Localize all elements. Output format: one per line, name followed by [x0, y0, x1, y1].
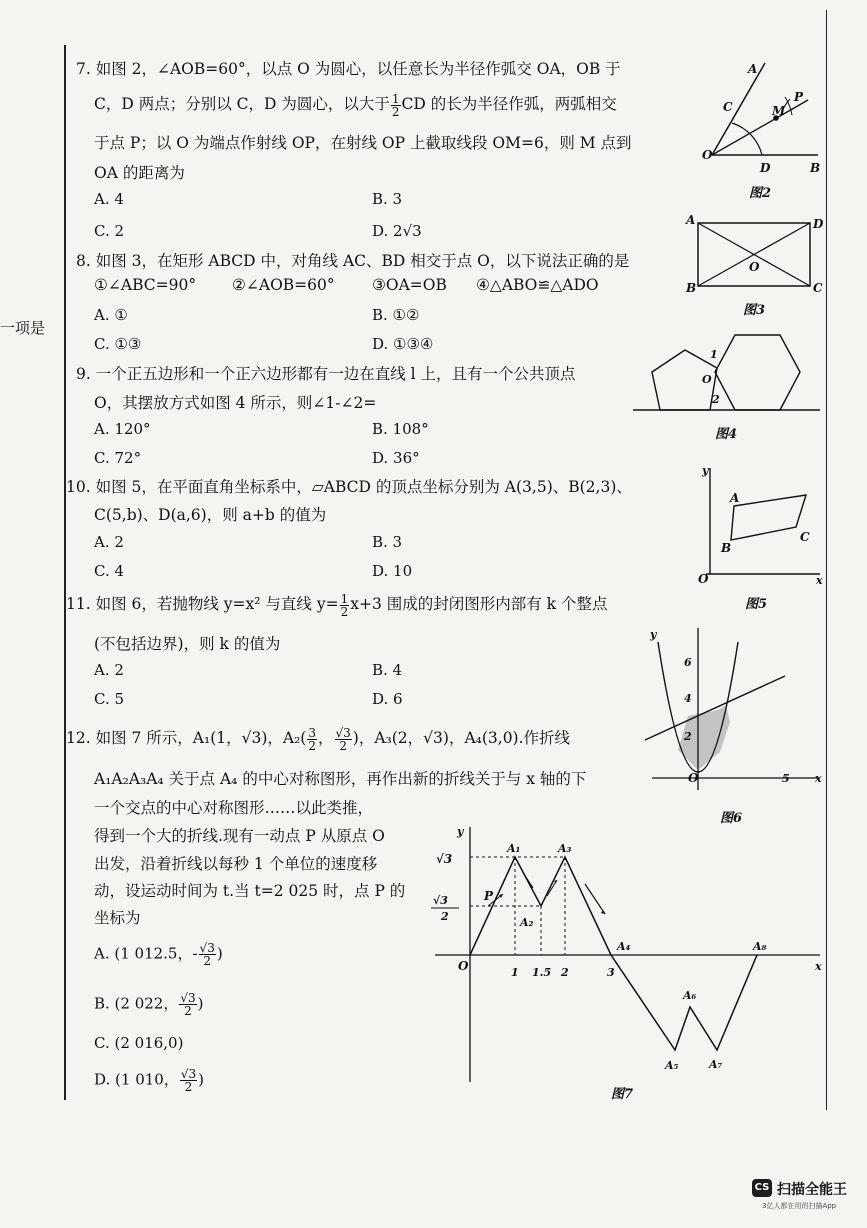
- q8-option-c[interactable]: C. ①③: [94, 335, 142, 353]
- fig6-label-o: O: [688, 771, 699, 785]
- fig4-caption: 图4: [715, 427, 738, 442]
- q10-line1: 10. 如图 5，在平面直角坐标系中，▱ABCD 的顶点坐标分别为 A(3,5)、B(2,3)、: [66, 478, 632, 496]
- fig2-label-b: B: [810, 161, 821, 175]
- q7-option-d[interactable]: D. 2√3: [372, 222, 422, 240]
- q12-line4: 得到一个大的折线.现有一动点 P 从原点 O: [94, 827, 385, 845]
- fig7-tick-3: 3: [607, 966, 615, 979]
- q12-line5: 出发，沿着折线以每秒 1 个单位的速度移: [94, 855, 378, 873]
- q8-option-b[interactable]: B. ①②: [372, 306, 420, 324]
- figure-3: [680, 210, 825, 322]
- fig2-label-p: P: [794, 90, 804, 104]
- fig5-caption: 图5: [745, 597, 768, 612]
- fig4-label-1: 1: [710, 348, 718, 361]
- fig3-label-a: A: [686, 213, 696, 227]
- q9-option-d[interactable]: D. 36°: [372, 449, 420, 467]
- fig5-label-a: A: [730, 491, 740, 505]
- q7-line4: OA 的距离为: [94, 164, 185, 182]
- fig6-tick-2: 2: [684, 730, 692, 743]
- fig3-caption: 图3: [743, 303, 766, 318]
- q7-option-a[interactable]: A. 4: [94, 190, 124, 208]
- fig7-label-x: x: [815, 960, 822, 973]
- fig4-label-2: 2: [712, 393, 720, 406]
- fig7-caption: 图7: [611, 1087, 634, 1102]
- q7-option-b[interactable]: B. 3: [372, 190, 403, 208]
- q12-line7: 坐标为: [94, 909, 141, 927]
- q7-line1: 7. 如图 2，∠AOB=60°，以点 O 为圆心，以任意长为半径作弧交 OA，OB 于: [76, 60, 621, 78]
- fig2-label-m: M: [772, 104, 786, 118]
- q12-line6: 动，设运动时间为 t.当 t=2 025 时，点 P 的: [94, 882, 406, 900]
- q12-option-b[interactable]: B. (2 022， $\frac{√3}{2}$ ): [94, 991, 204, 1018]
- fig3-label-b: B: [686, 281, 697, 295]
- fig6-tick-6: 6: [684, 656, 692, 669]
- fig4-label-o: O: [702, 373, 712, 386]
- fig6-caption: 图6: [720, 811, 743, 826]
- fig7-label-p: P: [484, 889, 494, 903]
- fig6-label-y: y: [650, 628, 657, 641]
- q8-statement-2: ②∠AOB=60°: [232, 276, 335, 294]
- figure-7: [425, 822, 825, 1107]
- fig2-label-a: A: [748, 62, 758, 76]
- figure-5: [688, 462, 825, 612]
- q8-statement-1: ①∠ABC=90°: [94, 276, 197, 294]
- fig7-label-a2: A₂: [520, 916, 534, 929]
- fig7-label-a6: A₆: [683, 989, 697, 1002]
- fig6-label-x: x: [815, 772, 822, 785]
- q12-line1: 12. 如图 7 所示，A₁(1，√3)，A₂( $\frac{3}{2}$ ， $\frac{√3}{2}$ )，A₃(2，√3)，A₄(3,0).作折线: [66, 725, 571, 753]
- q10-option-d[interactable]: D. 10: [372, 562, 413, 580]
- fig7-tick-half-den: 2: [441, 910, 449, 923]
- q9-option-c[interactable]: C. 72°: [94, 449, 142, 467]
- fig7-tick-2: 2: [561, 966, 569, 979]
- fig2-label-c: C: [723, 100, 733, 114]
- q10-option-c[interactable]: C. 4: [94, 562, 125, 580]
- q12-option-d[interactable]: D. (1 010， $\frac{√3}{2}$ ): [94, 1067, 204, 1094]
- scanner-tagline: 3亿人都在用的扫描App: [762, 1202, 837, 1210]
- q12-option-c[interactable]: C. (2 016,0): [94, 1034, 184, 1052]
- fig2-caption: 图2: [749, 186, 772, 201]
- fig3-label-o: O: [749, 260, 760, 274]
- fig5-label-y: y: [702, 464, 709, 477]
- fig7-label-a4: A₄: [617, 940, 631, 953]
- fig7-label-o: O: [458, 959, 469, 973]
- margin-note: 一项是: [0, 319, 46, 337]
- q11-option-a[interactable]: A. 2: [94, 661, 124, 679]
- fig7-label-a5: A₅: [665, 1059, 679, 1072]
- q10-option-b[interactable]: B. 3: [372, 533, 403, 551]
- q8-line1: 8. 如图 3，在矩形 ABCD 中，对角线 AC、BD 相交于点 O，以下说法正确的是: [76, 252, 630, 270]
- q7-line2: C，D 两点；分别以 C，D 为圆心，以大于 $\frac{1}{2}$ CD 的长为半径作弧，两弧相交: [94, 91, 617, 119]
- q11-option-c[interactable]: C. 5: [94, 690, 125, 708]
- q12-option-a[interactable]: A. (1 012.5，- $\frac{√3}{2}$ ): [94, 941, 223, 968]
- fig7-tick-sqrt3: √3: [436, 852, 453, 866]
- q8-option-d[interactable]: D. ①③④: [372, 335, 434, 353]
- fig3-label-d: D: [813, 217, 824, 231]
- fig7-label-a1: A₁: [507, 842, 521, 855]
- q7-option-c[interactable]: C. 2: [94, 222, 125, 240]
- fig5-label-c: C: [800, 530, 810, 544]
- figure-4: [630, 330, 825, 445]
- fig6-tick-5: 5: [782, 772, 790, 785]
- q9-option-a[interactable]: A. 120°: [94, 420, 151, 438]
- left-margin-line: [64, 45, 66, 1100]
- q12-line2: A₁A₂A₃A₄ 关于点 A₄ 的中心对称图形，再作出新的折线关于与 x 轴的下: [94, 770, 587, 788]
- q11-option-b[interactable]: B. 4: [372, 661, 403, 679]
- fig7-tick-1-5: 1.5: [532, 966, 552, 979]
- fig3-label-c: C: [813, 281, 823, 295]
- q12-line3: 一个交点的中心对称图形……以此类推，: [94, 799, 374, 817]
- q11-line1: 11. 如图 6，若抛物线 y=x² 与直线 y= $\frac{1}{2}$ x+3 围成的封闭图形内部有 k 个整点: [66, 591, 608, 619]
- fig7-label-y: y: [457, 825, 464, 838]
- q11-option-d[interactable]: D. 6: [372, 690, 403, 708]
- q11-line2: (不包括边界)，则 k 的值为: [94, 635, 281, 653]
- scanner-logo-icon: CS: [752, 1179, 772, 1197]
- scanner-name: 扫描全能王: [777, 1182, 847, 1198]
- q10-option-a[interactable]: A. 2: [94, 533, 124, 551]
- q8-statement-4: ④△ABO≌△ADO: [476, 276, 599, 294]
- q7-line3: 于点 P；以 O 为端点作射线 OP，在射线 OP 上截取线段 OM=6，则 M 点到: [94, 134, 632, 152]
- q8-option-a[interactable]: A. ①: [94, 306, 128, 324]
- fig7-label-a7: A₇: [709, 1058, 723, 1071]
- figure-2: [690, 55, 825, 205]
- fig7-tick-1: 1: [511, 966, 519, 979]
- fig7-label-a3: A₃: [558, 842, 572, 855]
- q9-option-b[interactable]: B. 108°: [372, 420, 429, 438]
- fig5-label-b: B: [721, 541, 732, 555]
- fig2-label-d: D: [760, 161, 771, 175]
- fig6-tick-4: 4: [684, 692, 692, 705]
- fig7-tick-half-num: √3: [433, 894, 448, 907]
- figure-6: [640, 622, 825, 832]
- q9-line1: 9. 一个正五边形和一个正六边形都有一边在直线 l 上，且有一个公共顶点: [76, 365, 576, 383]
- fig7-label-a8: A₈: [753, 940, 767, 953]
- fig2-label-o: O: [702, 148, 713, 162]
- q8-statement-3: ③OA=OB: [372, 276, 447, 294]
- fig5-label-o: O: [698, 572, 709, 586]
- right-margin-line: [826, 10, 827, 1110]
- q10-line2: C(5,b)、D(a,6)，则 a+b 的值为: [94, 506, 327, 524]
- fig5-label-x: x: [816, 574, 823, 587]
- q9-line2: O，其摆放方式如图 4 所示，则∠1-∠2=: [94, 394, 377, 412]
